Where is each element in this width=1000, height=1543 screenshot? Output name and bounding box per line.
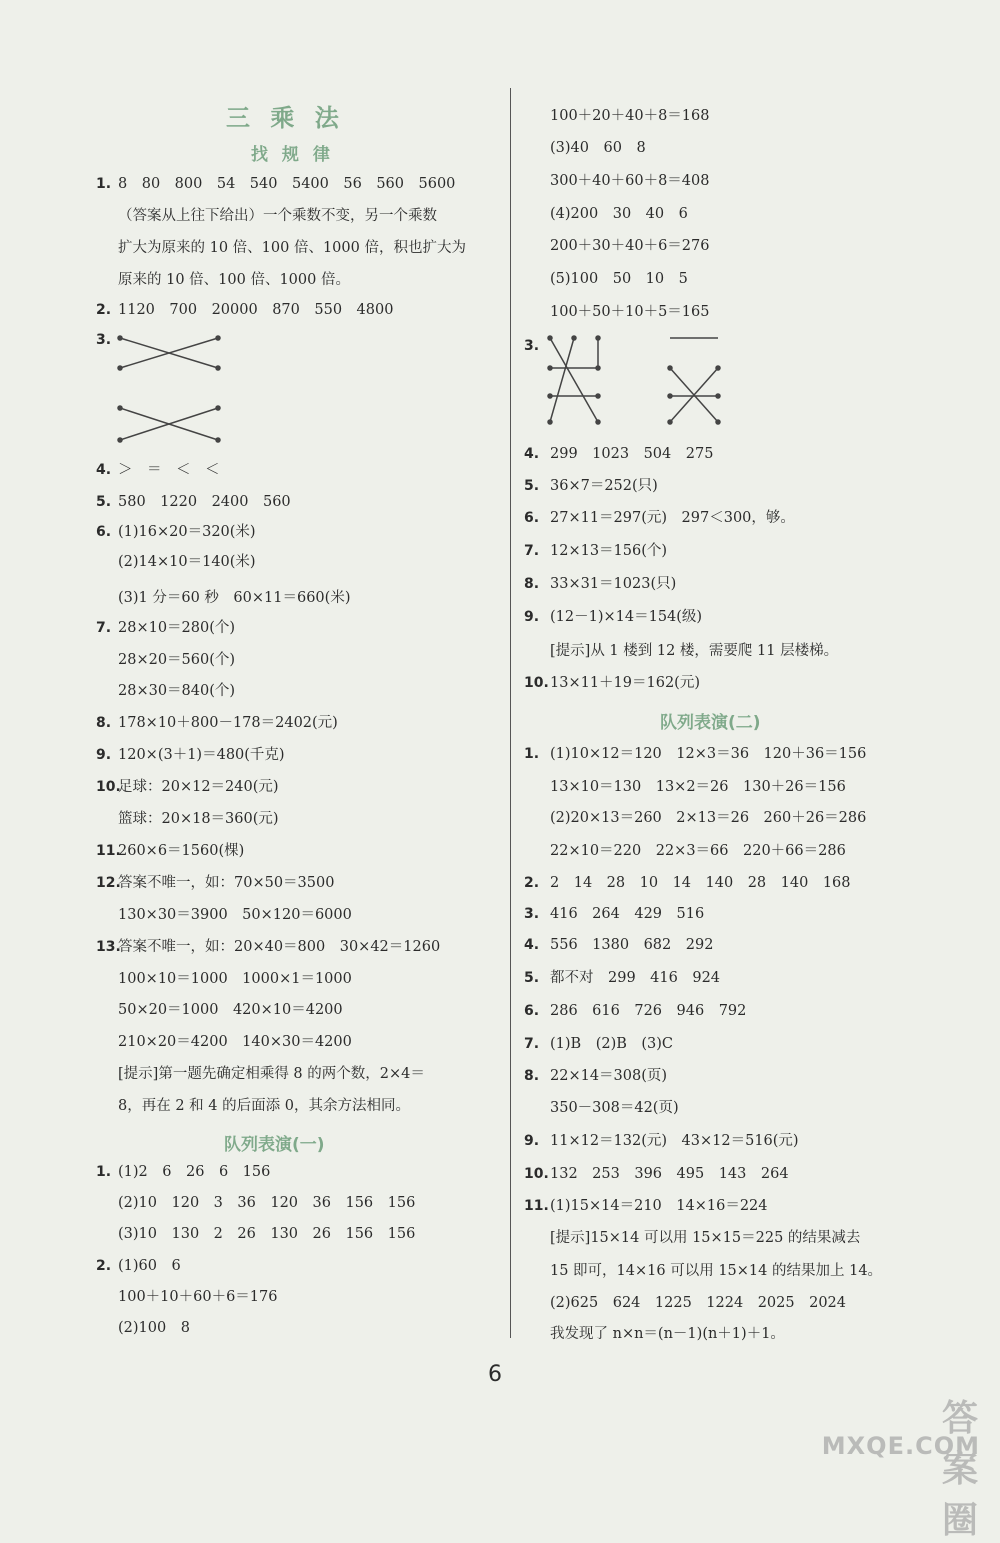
watermark-logo-text: 答案圈 (941, 1398, 980, 1541)
answer-line (96, 174, 455, 194)
question-number: 3. (524, 338, 540, 354)
answer-text: 28×30＝840(个) (118, 683, 236, 699)
answer-line (96, 492, 291, 512)
answer-text: 15 即可，14×16 可以用 15×14 的结果加上 14。 (550, 1263, 883, 1279)
answer-line (96, 1162, 270, 1182)
question-number: 2. (96, 1258, 112, 1274)
answer-text: 27×11＝297(元) 297＜300，够。 (550, 510, 795, 526)
answer-line (96, 650, 235, 670)
question-number: 5. (524, 970, 540, 986)
answer-text: 8，再在 2 和 4 的后面添 0，其余方法相同。 (118, 1098, 410, 1114)
answer-text: 28×10＝280(个) (118, 620, 236, 636)
question-number: 11. (524, 1198, 549, 1214)
answer-text: 100×10＝1000 1000×1＝1000 (118, 971, 352, 987)
answer-text: 11×12＝132(元) 43×12＝516(元) (550, 1133, 799, 1149)
question-number: 5. (524, 478, 540, 494)
answer-text: [提示]15×14 可以用 15×15＝225 的结果减去 (550, 1230, 861, 1246)
question-number: 10. (524, 675, 549, 691)
question-number: 8. (524, 1068, 540, 1084)
matching-diagram-left (116, 328, 226, 448)
answer-text: (12－1)×14＝154(级) (550, 609, 703, 625)
answer-line (524, 777, 846, 797)
answer-line (96, 681, 235, 701)
answer-text: (1)15×14＝210 14×16＝224 (550, 1198, 768, 1214)
answer-line (96, 841, 244, 861)
answer-text: 36×7＝252(只) (550, 478, 658, 494)
answer-text: 13×11＋19＝162(元) (550, 675, 700, 691)
answer-text: (3)1 分＝60 秒 60×11＝660(米) (118, 590, 351, 606)
answer-line (96, 777, 279, 797)
answer-text: 556 1380 682 292 (550, 937, 714, 953)
answer-line (96, 1032, 352, 1052)
answer-text: 130×30＝3900 50×120＝6000 (118, 907, 352, 923)
answer-line (524, 574, 676, 594)
chapter-title: 三 乘 法 (226, 104, 345, 132)
answer-text: (2)625 624 1225 1224 2025 2024 (550, 1295, 846, 1311)
answer-text: (3)40 60 8 (550, 140, 646, 156)
answer-line (96, 1287, 277, 1307)
answer-text: (1)60 6 (118, 1258, 181, 1274)
answer-text: (2)10 120 3 36 120 36 156 156 (118, 1195, 416, 1211)
answer-line (524, 444, 713, 464)
question-number: 9. (524, 609, 540, 625)
question-number: 3. (524, 906, 540, 922)
answer-text: 416 264 429 516 (550, 906, 705, 922)
question-number: 7. (524, 543, 540, 559)
matching-diagram-right-b (664, 330, 724, 430)
answer-text: (3)10 130 2 26 130 26 156 156 (118, 1226, 416, 1242)
answer-line (96, 238, 466, 258)
answer-text: 50×20＝1000 420×10＝4200 (118, 1002, 343, 1018)
answer-line (96, 1318, 190, 1338)
question-number: 11. (96, 843, 121, 859)
answer-line (96, 713, 338, 733)
answer-text: 2 14 28 10 14 140 28 140 168 (550, 875, 851, 891)
answer-text: 篮球：20×18＝360(元) (118, 811, 279, 827)
answer-text: 178×10＋800－178＝2402(元) (118, 715, 338, 731)
answer-text: [提示]从 1 楼到 12 楼，需要爬 11 层楼梯。 (550, 643, 839, 659)
answer-text: (4)200 30 40 6 (550, 206, 688, 222)
question-number: 4. (524, 937, 540, 953)
answer-line (96, 1256, 181, 1276)
answer-text: (1)10×12＝120 12×3＝36 120＋36＝156 (550, 746, 867, 762)
answer-text: 答案不唯一，如：20×40＝800 30×42＝1260 (118, 939, 441, 955)
question-number: 6. (96, 524, 112, 540)
answer-text: 答案不唯一，如：70×50＝3500 (118, 875, 335, 891)
answer-line (96, 937, 440, 957)
section-heading-find-rules: 找 规 律 (251, 145, 334, 165)
question-number: 6. (524, 1003, 540, 1019)
answer-text: (1)B (2)B (3)C (550, 1036, 674, 1052)
answer-line (96, 270, 350, 290)
column-divider (510, 88, 511, 1338)
answer-text: (1)2 6 26 6 156 (118, 1164, 271, 1180)
answer-text: 8 80 800 54 540 5400 56 560 5600 (118, 176, 456, 192)
answer-text: 100＋20＋40＋8＝168 (550, 108, 710, 124)
question-number: 4. (524, 446, 540, 462)
answer-text: 33×31＝1023(只) (550, 576, 677, 592)
question-number: 8. (524, 576, 540, 592)
question-number: 9. (96, 747, 112, 763)
answer-line (524, 641, 838, 661)
answer-text: (1)16×20＝320(米) (118, 524, 256, 540)
answer-line (524, 171, 709, 191)
answer-line (96, 809, 279, 829)
question-number: 6. (524, 510, 540, 526)
answer-line (96, 618, 235, 638)
answer-text: 22×10＝220 22×3＝66 220＋66＝286 (550, 843, 846, 859)
question-number: 4. (96, 462, 112, 478)
answer-line (524, 1293, 846, 1313)
answer-text: 580 1220 2400 560 (118, 494, 291, 510)
answer-line (524, 236, 709, 256)
answer-text: 22×14＝308(页) (550, 1068, 668, 1084)
answer-line (524, 106, 709, 126)
answer-line (524, 673, 700, 693)
answer-line (524, 138, 646, 158)
answer-line (524, 935, 713, 955)
answer-line (96, 1224, 415, 1244)
answer-text: 286 616 726 946 792 (550, 1003, 747, 1019)
question-number: 7. (524, 1036, 540, 1052)
answer-line (524, 1098, 679, 1118)
answer-text: 350－308＝42(页) (550, 1100, 679, 1116)
answer-line (524, 841, 846, 861)
answer-line (96, 460, 220, 480)
answer-line (524, 541, 667, 561)
question-number: 5. (96, 494, 112, 510)
answer-text: 13×10＝130 13×2＝26 130＋26＝156 (550, 779, 846, 795)
question-number: 12. (96, 875, 121, 891)
answer-line (524, 1001, 746, 1021)
answer-text: 299 1023 504 275 (550, 446, 714, 462)
answer-line (96, 1096, 410, 1116)
answer-text: 210×20＝4200 140×30＝4200 (118, 1034, 352, 1050)
answer-line (524, 968, 720, 988)
answer-line (524, 1228, 860, 1248)
section-heading-queue-1: 队列表演(一) (224, 1135, 325, 1155)
answer-text: 足球：20×12＝240(元) (118, 779, 279, 795)
answer-text: (2)20×13＝260 2×13＝26 260＋26＝286 (550, 810, 867, 826)
watermark-url: MXQE.COM (821, 1432, 980, 1460)
question-number: 1. (96, 1164, 112, 1180)
answer-line (96, 552, 256, 572)
question-number: 10. (96, 779, 121, 795)
answer-line (96, 969, 352, 989)
answer-text: 28×20＝560(个) (118, 652, 236, 668)
answer-line (524, 269, 688, 289)
answer-line (524, 808, 866, 828)
answer-line (96, 873, 334, 893)
answer-line (524, 607, 702, 627)
answer-text: 120×(3＋1)＝480(千克) (118, 747, 285, 763)
answer-line (96, 745, 285, 765)
answer-line (524, 476, 658, 496)
question-number: 8. (96, 715, 112, 731)
answer-text: 260×6＝1560(棵) (118, 843, 245, 859)
matching-diagram-right-a (546, 330, 606, 430)
question-number: 2. (524, 875, 540, 891)
question-number: 13. (96, 939, 121, 955)
answer-text: 300＋40＋60＋8＝408 (550, 173, 710, 189)
answer-text: 1120 700 20000 870 550 4800 (118, 302, 394, 318)
answer-text: (2)14×10＝140(米) (118, 554, 256, 570)
answer-line (524, 873, 851, 893)
answer-line (524, 744, 866, 764)
answer-text: ＞ ＝ ＜ ＜ (118, 462, 220, 478)
answer-line (524, 1196, 768, 1216)
section-heading-queue-2: 队列表演(二) (660, 713, 761, 733)
answer-line (524, 1034, 673, 1054)
answer-line (524, 508, 795, 528)
answer-line (524, 302, 709, 322)
answer-line (96, 330, 118, 350)
answer-line (96, 588, 350, 608)
answer-text: 我发现了 n×n＝(n－1)(n＋1)＋1。 (550, 1326, 785, 1342)
question-number: 9. (524, 1133, 540, 1149)
answer-text: 12×13＝156(个) (550, 543, 668, 559)
answer-text: 扩大为原来的 10 倍、100 倍、1000 倍，积也扩大为 (118, 240, 466, 256)
answer-line (524, 1066, 667, 1086)
answer-line (96, 1064, 425, 1084)
answer-line (96, 1193, 415, 1213)
page-number: 6 (488, 1362, 502, 1387)
answer-text: 都不对 299 416 924 (550, 970, 721, 986)
answer-text: 100＋10＋60＋6＝176 (118, 1289, 278, 1305)
answer-line (96, 206, 437, 226)
question-number: 10. (524, 1166, 549, 1182)
answer-line (524, 1261, 882, 1281)
answer-line (96, 905, 352, 925)
answer-text: [提示]第一题先确定相乘得 8 的两个数，2×4＝ (118, 1066, 425, 1082)
answer-line (524, 1324, 785, 1344)
answer-text: (5)100 50 10 5 (550, 271, 688, 287)
answer-line (96, 300, 393, 320)
question-number: 7. (96, 620, 112, 636)
answer-line (524, 204, 688, 224)
answer-text: 200＋30＋40＋6＝276 (550, 238, 710, 254)
question-number: 1. (96, 176, 112, 192)
answer-line (524, 1164, 789, 1184)
answer-text: (2)100 8 (118, 1320, 190, 1336)
answer-text: 100＋50＋10＋5＝165 (550, 304, 710, 320)
answer-line (524, 1131, 799, 1151)
question-number: 2. (96, 302, 112, 318)
answer-text: 132 253 396 495 143 264 (550, 1166, 789, 1182)
question-number: 1. (524, 746, 540, 762)
answer-line (96, 522, 256, 542)
answer-line (96, 1000, 343, 1020)
question-number: 3. (96, 332, 112, 348)
answer-text: （答案从上往下给出）一个乘数不变，另一个乘数 (118, 208, 437, 224)
answer-text: 原来的 10 倍、100 倍、1000 倍。 (118, 272, 350, 288)
answer-line (524, 904, 704, 924)
